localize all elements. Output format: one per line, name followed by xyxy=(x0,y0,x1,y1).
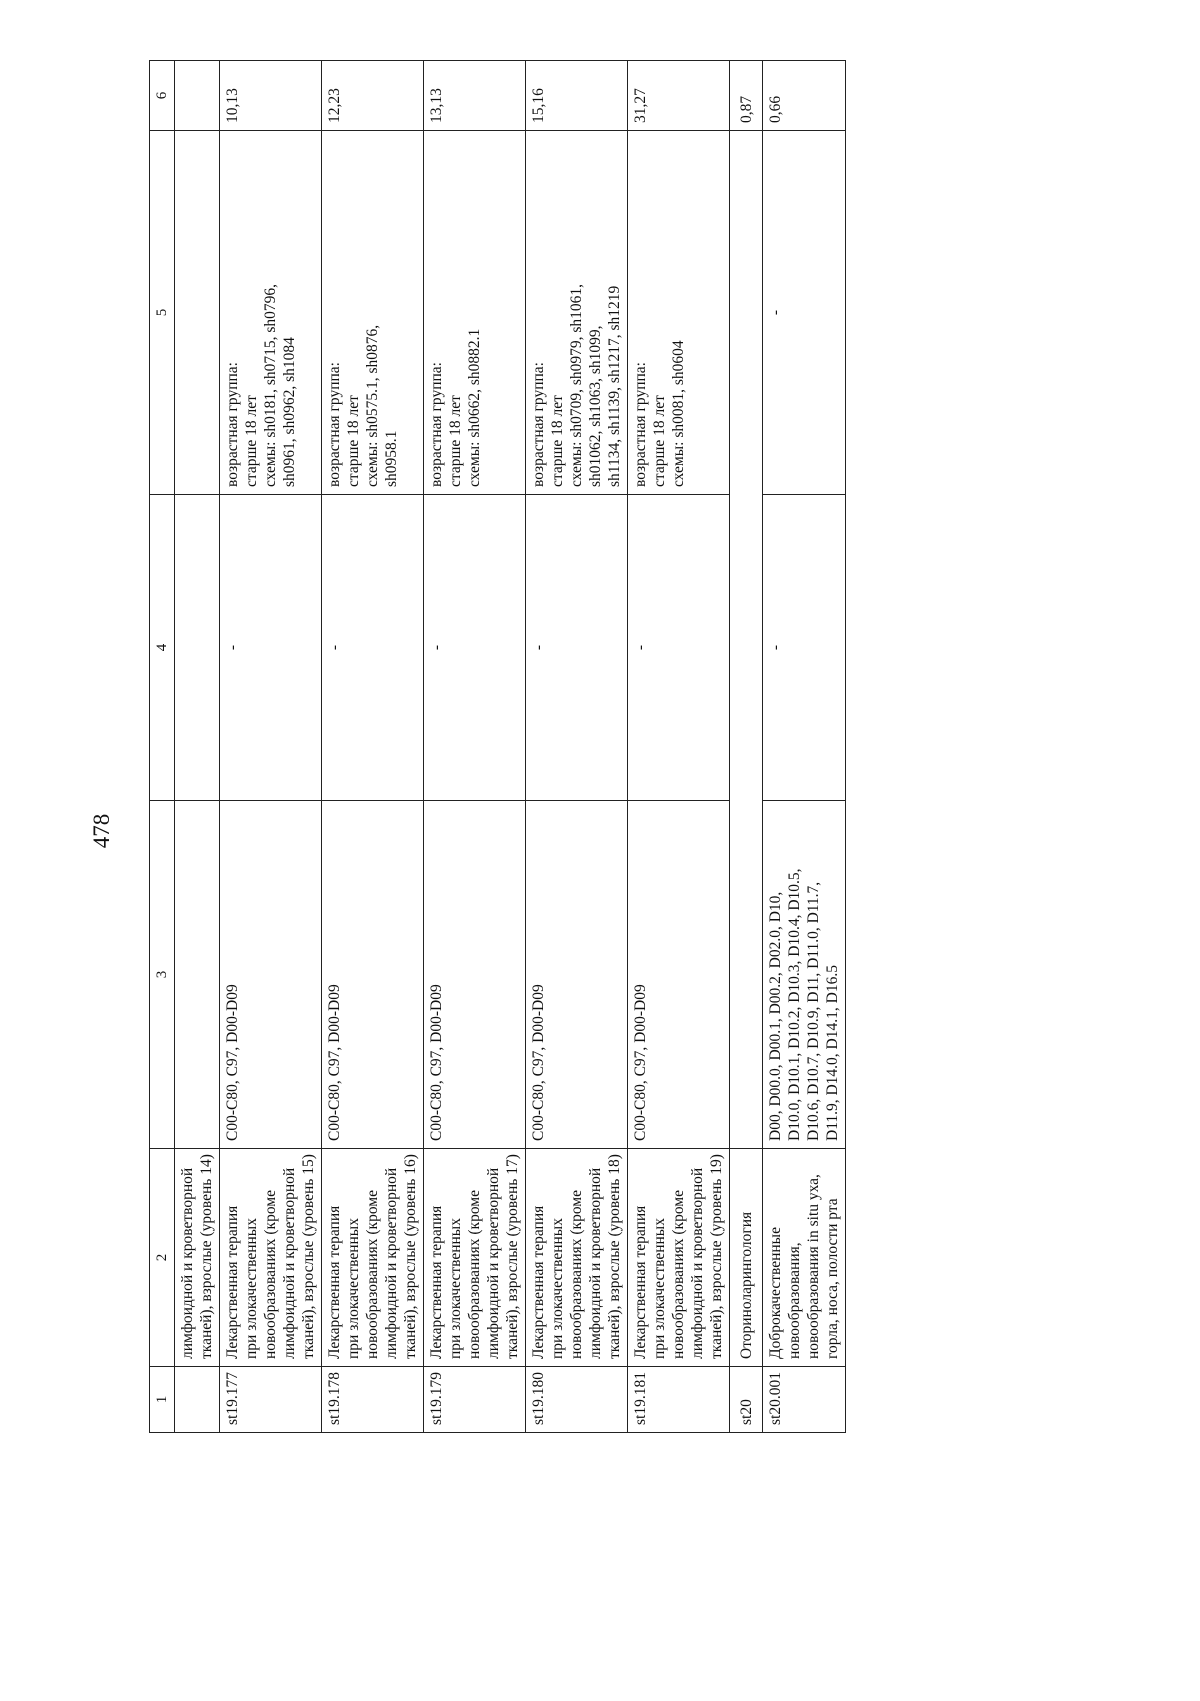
name-line: новообразованиях (кроме xyxy=(568,1190,585,1359)
row-code: st19.178 xyxy=(322,1367,424,1433)
criteria-line: возрастная группа: xyxy=(530,362,547,487)
row-col4: - xyxy=(763,495,846,801)
name-line: лимфоидной и кроветворной xyxy=(179,1167,196,1359)
row-name xyxy=(424,1149,526,1367)
criteria-line: возрастная группа: xyxy=(428,362,445,487)
col-header-4: 4 xyxy=(150,495,175,801)
name-line: новообразованиях (кроме xyxy=(364,1190,381,1359)
icd-line: C00-C80, C97, D00-D09 xyxy=(428,984,445,1141)
criteria-line: sh0958.1 xyxy=(383,430,400,487)
row-coefficient: 12,23 xyxy=(322,61,424,131)
section-coefficient: 0,87 xyxy=(730,61,763,131)
table-header-row xyxy=(150,61,175,1433)
name-line: новообразования, xyxy=(786,1242,803,1359)
section-name: Оториноларингология xyxy=(730,1149,763,1367)
row-coefficient: 31,27 xyxy=(628,61,730,131)
row-name xyxy=(628,1149,730,1367)
row-icd-codes xyxy=(322,801,424,1149)
name-line: при злокачественных xyxy=(345,1218,362,1359)
col-header-1: 1 xyxy=(150,1367,175,1433)
col-header-2: 2 xyxy=(150,1149,175,1367)
criteria-line: sh0961, sh0962, sh1084 xyxy=(281,337,298,487)
icd-line: C00-C80, C97, D00-D09 xyxy=(530,984,547,1141)
row-coefficient: 0,66 xyxy=(763,61,846,131)
row-icd-codes xyxy=(424,801,526,1149)
row-code: st19.181 xyxy=(628,1367,730,1433)
name-line: лимфоидной и кроветворной xyxy=(281,1167,298,1359)
name-line: лимфоидной и кроветворной xyxy=(689,1167,706,1359)
row-coefficient: 10,13 xyxy=(220,61,322,131)
row-name xyxy=(526,1149,628,1367)
name-line: Лекарственная терапия xyxy=(428,1205,445,1359)
criteria-line: возрастная группа: xyxy=(326,362,343,487)
criteria-line: старше 18 лет xyxy=(549,395,566,487)
row-code: st19.179 xyxy=(424,1367,526,1433)
table-row xyxy=(526,61,628,1433)
criteria-line: старше 18 лет xyxy=(447,395,464,487)
name-line: Лекарственная терапия xyxy=(530,1205,547,1359)
icd-line: C00-C80, C97, D00-D09 xyxy=(632,984,649,1141)
row-name xyxy=(322,1149,424,1367)
page-number: 478 xyxy=(89,813,114,849)
row-icd-codes xyxy=(763,801,846,1149)
row-coefficient: 13,13 xyxy=(424,61,526,131)
icd-line: C00-C80, C97, D00-D09 xyxy=(224,984,241,1141)
criteria-line: схемы: sh0081, sh0604 xyxy=(670,340,687,487)
name-line: Доброкачественные xyxy=(767,1227,784,1359)
row-icd-codes xyxy=(628,801,730,1149)
table-row xyxy=(322,61,424,1433)
table-row xyxy=(424,61,526,1433)
col-header-3: 3 xyxy=(150,801,175,1149)
continuation-coef xyxy=(175,61,220,131)
continuation-icd xyxy=(175,801,220,1149)
table-row xyxy=(763,61,846,1433)
continuation-col4 xyxy=(175,495,220,801)
name-line: Лекарственная терапия xyxy=(326,1205,343,1359)
icd-line: D10.6, D10.7, D10.9, D11, D11.0, D11.7, xyxy=(805,881,822,1141)
name-line: при злокачественных xyxy=(549,1218,566,1359)
tariff-table-rotated xyxy=(149,61,1113,1433)
table-row xyxy=(220,61,322,1433)
row-criteria xyxy=(424,131,526,495)
row-col4: - xyxy=(322,495,424,801)
tariff-table xyxy=(149,60,846,1433)
col-header-6: 6 xyxy=(150,61,175,131)
name-line: тканей), взрослые (уровень 18) xyxy=(606,1154,623,1359)
name-line: новообразованиях (кроме xyxy=(466,1190,483,1359)
row-coefficient: 15,16 xyxy=(526,61,628,131)
name-line: при злокачественных xyxy=(651,1218,668,1359)
row-code: st19.177 xyxy=(220,1367,322,1433)
criteria-line: схемы: sh0709, sh0979, sh1061, xyxy=(568,283,585,487)
row-criteria xyxy=(526,131,628,495)
criteria-line: возрастная группа: xyxy=(224,362,241,487)
row-criteria xyxy=(220,131,322,495)
row-col5: - xyxy=(763,131,846,495)
name-line: при злокачественных xyxy=(447,1218,464,1359)
icd-line: D11.9, D14.0, D14.1, D16.5 xyxy=(824,965,841,1141)
name-line: лимфоидной и кроветворной xyxy=(383,1167,400,1359)
row-criteria xyxy=(322,131,424,495)
criteria-line: sh1134, sh1139, sh1217, sh1219 xyxy=(606,285,623,487)
criteria-line: схемы: sh0662, sh0882.1 xyxy=(466,328,483,487)
row-icd-codes xyxy=(220,801,322,1149)
name-line: тканей), взрослые (уровень 15) xyxy=(300,1154,317,1359)
row-col4: - xyxy=(526,495,628,801)
name-line: тканей), взрослые (уровень 17) xyxy=(504,1154,521,1359)
section-row xyxy=(730,61,763,1433)
name-line: новообразованиях (кроме xyxy=(262,1190,279,1359)
row-code: st20.001 xyxy=(763,1367,846,1433)
row-code: st19.180 xyxy=(526,1367,628,1433)
table-row xyxy=(628,61,730,1433)
name-line: при злокачественных xyxy=(243,1218,260,1359)
name-line: новообразования in situ уха, xyxy=(805,1174,822,1359)
section-empty xyxy=(730,131,763,1149)
criteria-line: sh01062, sh1063, sh1099, xyxy=(587,325,604,487)
criteria-line: старше 18 лет xyxy=(243,395,260,487)
name-line: тканей), взрослые (уровень 16) xyxy=(402,1154,419,1359)
name-line: Лекарственная терапия xyxy=(632,1205,649,1359)
row-col4: - xyxy=(220,495,322,801)
row-col4: - xyxy=(424,495,526,801)
criteria-line: схемы: sh0181, sh0715, sh0796, xyxy=(262,283,279,487)
row-name xyxy=(220,1149,322,1367)
continuation-col5 xyxy=(175,131,220,495)
name-line: Лекарственная терапия xyxy=(224,1205,241,1359)
continuation-code xyxy=(175,1367,220,1433)
row-col4: - xyxy=(628,495,730,801)
criteria-line: старше 18 лет xyxy=(651,395,668,487)
icd-line: D10.0, D10.1, D10.2, D10.3, D10.4, D10.5, xyxy=(786,868,803,1141)
criteria-line: схемы: sh0575.1, sh0876, xyxy=(364,324,381,487)
row-criteria xyxy=(628,131,730,495)
criteria-line: старше 18 лет xyxy=(345,395,362,487)
criteria-line: возрастная группа: xyxy=(632,362,649,487)
row-icd-codes xyxy=(526,801,628,1149)
name-line: горла, носа, полости рта xyxy=(824,1198,841,1359)
name-line: новообразованиях (кроме xyxy=(670,1190,687,1359)
name-line: лимфоидной и кроветворной xyxy=(587,1167,604,1359)
icd-line: C00-C80, C97, D00-D09 xyxy=(326,984,343,1141)
continuation-row xyxy=(175,61,220,1433)
col-header-5: 5 xyxy=(150,131,175,495)
name-line: тканей), взрослые (уровень 14) xyxy=(198,1154,215,1359)
name-line: лимфоидной и кроветворной xyxy=(485,1167,502,1359)
icd-line: D00, D00.0, D00.1, D00.2, D02.0, D10, xyxy=(767,891,784,1141)
name-line: тканей), взрослые (уровень 19) xyxy=(708,1154,725,1359)
row-name xyxy=(763,1149,846,1367)
section-code: st20 xyxy=(730,1367,763,1433)
continuation-name xyxy=(175,1149,220,1367)
